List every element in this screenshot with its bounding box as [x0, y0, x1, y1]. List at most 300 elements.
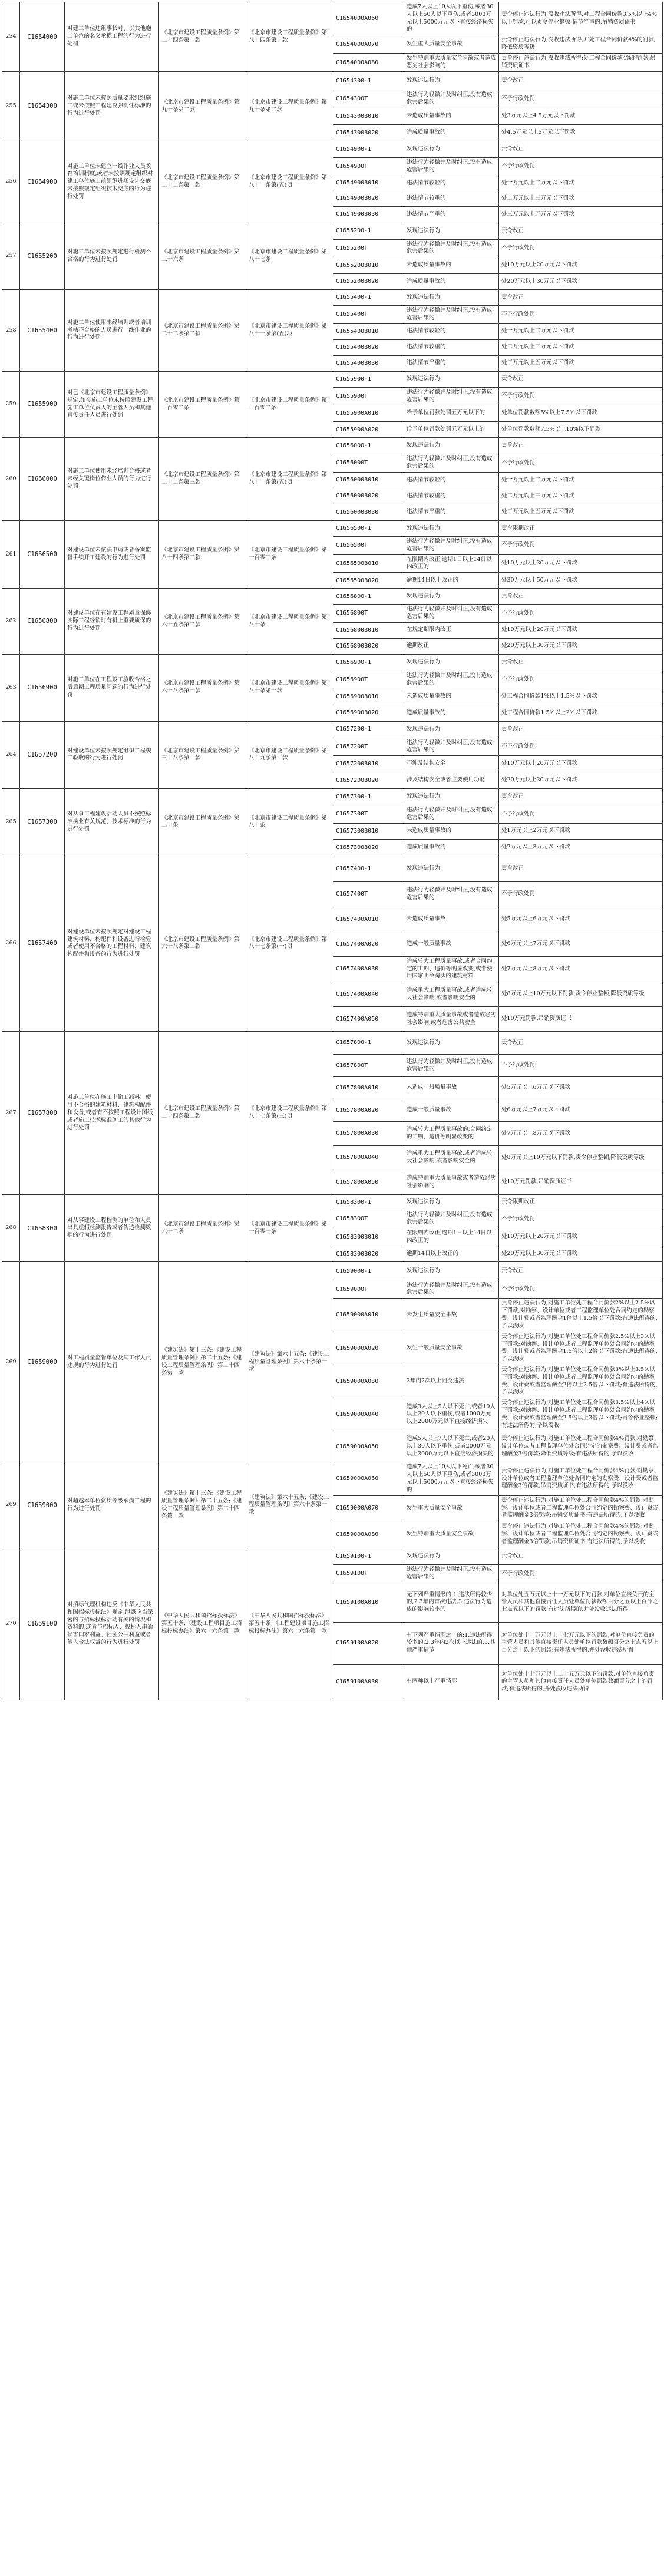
item-name-cell: 对施工单位使用未经培训合格或者未经关键岗位作业人员的行为进行处罚 — [65, 438, 159, 521]
sub-code-cell: C1659100-1 — [333, 1548, 404, 1565]
legal-basis-cell: 《北京市建设工程质量条例》第三十六条 — [159, 223, 246, 290]
penalty-cell: 处工程合同价款1.5%以上2%以下罚款 — [499, 705, 663, 721]
sub-code-cell: C1656800B010 — [333, 622, 404, 638]
penalty-cell: 不予行政处罚 — [499, 605, 663, 623]
table-row — [2, 1195, 663, 1210]
penalty-cell: 不予行政处罚 — [499, 306, 663, 324]
penalty-cell: 责令停止违法行为,对施工单位处工程合同价款4%的罚款;对勘察、设计单位或者工程监理单位处合同约定的勘察费、设计费或者监理酬金3倍罚款;吊销资质证书;有违法所得的,予以没收 — [499, 1521, 663, 1548]
penalty-cell: 责令停止违法行为,对施工单位处工程合同价款4%的罚款;对勘察、设计单位或者工程监理单位处合同约定的勘察费、设计费或者监理酬金3倍罚款;吊销资质证书;有违法所得的,予以没收 — [499, 1495, 663, 1521]
item-code-cell: C1657400 — [20, 856, 65, 1031]
condition-cell: 违法行为轻微并及时纠正,没有造成危害后果的 — [404, 157, 499, 176]
penalty-cell: 处6万元以上7万元以下罚款 — [499, 1099, 663, 1122]
condition-cell: 造成质量事故的 — [404, 274, 499, 290]
penalty-cell: 处3万元以上4.5万元以下罚款 — [499, 108, 663, 124]
table-row — [2, 589, 663, 605]
item-number-cell: 269 — [2, 1462, 20, 1548]
sub-code-cell: C1655900A020 — [333, 422, 404, 438]
penalty-cell: 对单位处五万元以上十一万元以下的罚款,对单位直接负责的主管人员和其他直接责任人员处单位罚款数额百分之五以上百分之七点五以下的罚款;有违法所得的,并处没收违法所得 — [499, 1583, 663, 1622]
sub-code-cell: C1657400A050 — [333, 1007, 404, 1032]
condition-cell: 发现违法行为 — [404, 789, 499, 805]
legal-basis-cell: 《北京市建设工程质量条例》第六十八条第二款 — [159, 856, 246, 1031]
item-code-cell: C1657300 — [20, 789, 65, 856]
item-number-cell: 260 — [2, 438, 20, 521]
penalty-basis-cell: 《北京市建设工程质量条例》第八十一条第(五)项 — [246, 290, 333, 372]
condition-cell: 违法情节较重的 — [404, 488, 499, 504]
condition-cell: 发现违法行为 — [404, 721, 499, 738]
penalty-cell: 处1万元以上2万元以下罚款 — [499, 823, 663, 839]
condition-cell: 不涉及结构安全 — [404, 756, 499, 772]
item-name-cell: 对施工单位在工程竣工验收合格之后后期工程质量问题的行为进行处罚 — [65, 654, 159, 721]
condition-cell: 违法情节较重的 — [404, 191, 499, 206]
penalty-cell: 处7万元以上8万元以下罚款 — [499, 1122, 663, 1146]
penalty-cell: 处一万元以上二万元以下罚款 — [499, 473, 663, 488]
legal-basis-cell: 《北京市建设工程质量条例》第六十五条第二款 — [159, 589, 246, 655]
condition-cell: 发现违法行为 — [404, 72, 499, 90]
condition-cell: 逾期14日以上改正的 — [404, 1246, 499, 1262]
item-name-cell: 对工程质量监督单位及其工作人员违规的行为进行处罚 — [65, 1262, 159, 1462]
sub-code-cell: C1654300B020 — [333, 124, 404, 141]
sub-code-cell: C1654900B010 — [333, 176, 404, 191]
sub-code-cell: C1654900B030 — [333, 206, 404, 223]
sub-code-cell: C1655400B010 — [333, 323, 404, 339]
legal-basis-cell: 《北京市建设工程质量条例》第九十条第二款 — [159, 72, 246, 141]
penalty-cell: 处二万元以上三万元以下罚款 — [499, 488, 663, 504]
penalty-basis-cell: 《建筑法》第六十五条;《建设工程质量管理条例》第六十条第一款 — [246, 1262, 333, 1462]
penalty-cell: 处10万元罚款,吊销资质证书 — [499, 1007, 663, 1032]
legal-basis-cell: 《中华人民共和国招标投标法》第五十条;《建设工程项目施工招标投标办法》第六十六条第一款 — [159, 1548, 246, 1700]
legal-basis-cell: 《北京市建设工程质量条例》第三十八条第一款 — [159, 721, 246, 789]
sub-code-cell: C1654900B020 — [333, 191, 404, 206]
sub-code-cell: C1657800A010 — [333, 1077, 404, 1099]
penalty-cell: 责令停止违法行为,对施工单位处工程合同价款2.5%以上3%以下罚款;对勘察、设计单位或者工程监理单位处合同约定的勘察费、设计费或者监理酬金1.5倍以上2倍以下罚款;有违法所得的,予以没收 — [499, 1332, 663, 1365]
condition-cell: 造成重大工程质量事故,或者造成较大社会影响,或者影响安全的 — [404, 982, 499, 1007]
sub-code-cell: C1656000T — [333, 454, 404, 473]
item-number-cell: 257 — [2, 223, 20, 290]
condition-cell: 未造成质量事故的 — [404, 823, 499, 839]
legal-basis-cell: 《北京市建设工程质量条例》第二十条 — [159, 789, 246, 856]
sub-code-cell: C1659000A030 — [333, 1365, 404, 1398]
sub-code-cell: C1656000B020 — [333, 488, 404, 504]
penalty-cell: 不予行政处罚 — [499, 387, 663, 405]
penalty-cell: 处单位罚款数额5%以上7.5%以下罚款 — [499, 405, 663, 422]
sub-code-cell: C1656000B030 — [333, 504, 404, 521]
sub-code-cell: C1656800-1 — [333, 589, 404, 605]
sub-code-cell: C1657200B010 — [333, 756, 404, 772]
item-code-cell: C1656500 — [20, 521, 65, 589]
penalty-cell: 责令限期改正 — [499, 521, 663, 537]
item-code-cell: C1659000 — [20, 1462, 65, 1548]
sub-code-cell: C1656500-1 — [333, 521, 404, 537]
condition-cell: 在规定期限内改正 — [404, 622, 499, 638]
condition-cell: 违法情节较轻的 — [404, 473, 499, 488]
penalty-cell: 不予行政处罚 — [499, 805, 663, 824]
legal-basis-cell: 《北京市建设工程质量条例》第六十二条 — [159, 1195, 246, 1262]
condition-cell: 无下列严重情形的:1.违法所得较少的;2.3年内首次违法;3.违法行为造成的影响较小的 — [404, 1583, 499, 1622]
condition-cell: 未造成一般质量事故 — [404, 1077, 499, 1099]
penalty-cell: 处二万元以上三万元以下罚款 — [499, 339, 663, 355]
table-row — [2, 654, 663, 671]
item-name-cell: 对施工单位未按照规定进行检测不合格的行为进行处罚 — [65, 223, 159, 290]
table-row — [2, 721, 663, 738]
penalty-cell: 不予行政处罚 — [499, 454, 663, 473]
condition-cell: 未发生质量安全事故 — [404, 1299, 499, 1332]
sub-code-cell: C1655200T — [333, 239, 404, 257]
penalty-cell: 处单位罚款数额7.5%以上10%以下罚款 — [499, 422, 663, 438]
sub-code-cell: C1657800A040 — [333, 1146, 404, 1170]
sub-code-cell: C1655900A010 — [333, 405, 404, 422]
penalty-basis-cell: 《北京市建设工程质量条例》第一百零三条 — [246, 521, 333, 589]
sub-code-cell: C1656000B010 — [333, 473, 404, 488]
table-row — [2, 371, 663, 387]
condition-cell: 违法行为轻微并及时纠正,没有造成危害后果的 — [404, 454, 499, 473]
penalty-cell: 责令限期改正 — [499, 1195, 663, 1210]
penalty-cell: 处8万元以上10万元以下罚款,责令停业整顿,降低资质等级 — [499, 982, 663, 1007]
condition-cell: 发现违法行为 — [404, 223, 499, 239]
sub-code-cell: C1657800T — [333, 1055, 404, 1077]
condition-cell: 发现违法行为 — [404, 589, 499, 605]
penalty-cell: 不予行政处罚 — [499, 157, 663, 176]
item-name-cell: 对建工单位违组事长对、以其他施工单位的名义承揽工程的行为进行处罚 — [65, 2, 159, 72]
penalty-cell: 处10万元罚款,吊销资质证书 — [499, 1170, 663, 1195]
penalty-cell: 不予行政处罚 — [499, 738, 663, 756]
condition-cell: 3年内2次以上同类违法 — [404, 1365, 499, 1398]
penalty-cell: 处10万元以上20万元以下罚款 — [499, 622, 663, 638]
condition-cell: 发现违法行为 — [404, 290, 499, 306]
sub-code-cell: C1657400T — [333, 881, 404, 907]
penalty-basis-cell: 《北京市建设工程质量条例》第八十一条第(五)项 — [246, 141, 333, 223]
table-row — [2, 1262, 663, 1280]
condition-cell: 未造成质量事故的 — [404, 689, 499, 705]
condition-cell: 违法行为轻微并及时纠正,没有造成危害后果的 — [404, 90, 499, 108]
penalty-cell: 不予行政处罚 — [499, 537, 663, 555]
sub-code-cell: C1654300B010 — [333, 108, 404, 124]
penalty-cell: 责令停止违法行为,对施工单位处工程合同价款4%罚款;对勘察、设计单位或者工程监理单位处合同约定的勘察费、设计费或者监理酬金3倍罚款;吊销资质证书;有违法所得的,予以没收 — [499, 1462, 663, 1495]
sub-code-cell: C1655400T — [333, 306, 404, 324]
penalty-cell: 处三万元以上五万元以下罚款 — [499, 355, 663, 371]
sub-code-cell: C1655200B010 — [333, 257, 404, 274]
item-number-cell: 269 — [2, 1262, 20, 1462]
sub-code-cell: C1654900T — [333, 157, 404, 176]
item-number-cell: 259 — [2, 371, 20, 438]
condition-cell: 违法行为轻微并及时纠正,没有造成危害后果的 — [404, 537, 499, 555]
sub-code-cell: C1657800A030 — [333, 1122, 404, 1146]
condition-cell: 发现违法行为 — [404, 1548, 499, 1565]
condition-cell: 违法行为轻微并及时纠正,没有造成危害后果的 — [404, 1210, 499, 1228]
penalty-basis-cell: 《北京市建设工程质量条例》第八十条 — [246, 789, 333, 856]
legal-basis-cell: 《北京市建设工程质量条例》第二十四条第二款 — [159, 1032, 246, 1195]
penalty-cell: 责令改正 — [499, 789, 663, 805]
condition-cell: 造成质量事故的 — [404, 839, 499, 856]
legal-basis-cell: 《北京市建设工程质量条例》第八十四条第二款 — [159, 521, 246, 589]
penalty-basis-cell: 《北京市建设工程质量条例》第八十条 — [246, 589, 333, 655]
item-name-cell: 对从事工程建设活动人员不按照标准执业有关规范、技术标准的行为进行处罚 — [65, 789, 159, 856]
penalty-cell: 责令改正 — [499, 856, 663, 881]
table-row — [2, 438, 663, 454]
penalty-cell: 对单位处十七万元以上二十五万元以下的罚款,对单位直接负责的主管人员和其他直接责任人员处单位罚款数额百分之十的罚款;有违法所得的,并处没收违法所得 — [499, 1664, 663, 1700]
penalty-cell: 处20万元以上30万元以下罚款 — [499, 638, 663, 654]
condition-cell: 有两种以上严重情形 — [404, 1664, 499, 1700]
condition-cell: 给予单位罚款处罚五万元以下的 — [404, 405, 499, 422]
penalty-basis-cell: 《北京市建设工程质量条例》第八十四条第一款 — [246, 2, 333, 72]
penalty-cell: 责令改正 — [499, 72, 663, 90]
sub-code-cell: C1657200T — [333, 738, 404, 756]
item-number-cell: 261 — [2, 521, 20, 589]
sub-code-cell: C1655200B020 — [333, 274, 404, 290]
condition-cell: 发生特别重大质量安全事故 — [404, 1521, 499, 1548]
condition-cell: 发现违法行为 — [404, 1262, 499, 1280]
sub-code-cell: C1659000A050 — [333, 1431, 404, 1462]
penalty-cell: 责令停止违法行为,没收违法所得;对工程合同价款3.5%以上4%以下罚款,可以责令停业整顿;情节严重的,吊销资质证书 — [499, 2, 663, 35]
item-name-cell: 对建设单位未按照规定组织工程竣工验收的行为进行处罚 — [65, 721, 159, 789]
legal-basis-cell: 《建筑法》第十三条;《建设工程质量管理条例》第二十五条;《建设工程质量管理条例》第二十四条第一款 — [159, 1462, 246, 1548]
condition-cell: 发现违法行为 — [404, 371, 499, 387]
condition-cell: 发现违法行为 — [404, 141, 499, 157]
penalty-cell: 不予行政处罚 — [499, 1210, 663, 1228]
legal-basis-cell: 《建筑法》第十三条;《建设工程质量管理条例》第二十五条;《建设工程质量管理条例》第二十四条第一款 — [159, 1262, 246, 1462]
sub-code-cell: C1659000A070 — [333, 1495, 404, 1521]
penalty-cell: 处20万元以上30万元以下罚款 — [499, 1246, 663, 1262]
penalty-cell: 不予行政处罚 — [499, 1055, 663, 1077]
item-code-cell: C1655200 — [20, 223, 65, 290]
sub-code-cell: C1656500B010 — [333, 554, 404, 573]
penalty-discretion-table — [2, 2, 663, 1700]
condition-cell: 发生特别重大质量安全事故或者造成恶劣社会影响的 — [404, 54, 499, 72]
penalty-basis-cell: 《北京市建设工程质量条例》第八十条第一款 — [246, 654, 333, 721]
condition-cell: 未造成质量事故的 — [404, 257, 499, 274]
condition-cell: 给予单位罚款处罚五万元以上的 — [404, 422, 499, 438]
item-code-cell: C1657800 — [20, 1032, 65, 1195]
item-code-cell: C1654300 — [20, 72, 65, 141]
condition-cell: 造成特别重大质量事故或者造成恶劣社会影响的 — [404, 1170, 499, 1195]
item-number-cell: 262 — [2, 589, 20, 655]
condition-cell: 有下列严重情形之一的:1.违法所得较多的;2.3年内2次以上违法的;3.其他严重情节 — [404, 1622, 499, 1664]
item-code-cell: C1654900 — [20, 141, 65, 223]
sub-code-cell: C1657400A040 — [333, 982, 404, 1007]
sub-code-cell: C1657300T — [333, 805, 404, 824]
item-name-cell: 对施工单位使用未经培训或者培训考核不合格的人员进行一线作业的行为进行处罚 — [65, 290, 159, 372]
table-row — [2, 72, 663, 90]
sub-code-cell: C1656900B010 — [333, 689, 404, 705]
condition-cell: 未造成质量事故的 — [404, 108, 499, 124]
condition-cell: 违法行为轻微并及时纠正,没有造成危害后果的 — [404, 387, 499, 405]
item-name-cell: 对超越本单位资质等级承揽工程的行为进行处罚 — [65, 1462, 159, 1548]
penalty-cell: 处一万元以上二万元以下罚款 — [499, 176, 663, 191]
item-number-cell: 254 — [2, 2, 20, 72]
item-number-cell: 255 — [2, 72, 20, 141]
legal-basis-cell: 《北京市建设工程质量条例》第一百零二条 — [159, 371, 246, 438]
item-code-cell: C1655900 — [20, 371, 65, 438]
condition-cell: 违法情节严重的 — [404, 206, 499, 223]
table-body — [2, 2, 663, 1700]
item-code-cell: C1659000 — [20, 1262, 65, 1462]
table-row — [2, 1548, 663, 1565]
condition-cell: 未造成质量事故 — [404, 907, 499, 932]
sub-code-cell: C1656800B020 — [333, 638, 404, 654]
sub-code-cell: C1657200B020 — [333, 772, 404, 789]
sub-code-cell: C1655400B030 — [333, 355, 404, 371]
penalty-cell: 责令改正 — [499, 589, 663, 605]
penalty-cell: 责令停止违法行为,对施工单位处工程合同价款3%以上3.5%以下罚款;对勘察、设计单位或者工程监理单位处合同约定的勘察费、设计费或者监理酬金2倍以上2.5倍以下罚款;有违法所得的,予以没收 — [499, 1365, 663, 1398]
sub-code-cell: C1658300T — [333, 1210, 404, 1228]
penalty-cell: 处5万元以上6万元以下罚款 — [499, 907, 663, 932]
table-row — [2, 223, 663, 239]
condition-cell: 违法行为轻微并及时纠正,没有造成危害后果的 — [404, 671, 499, 689]
item-code-cell: C1655400 — [20, 290, 65, 372]
penalty-cell: 责令改正 — [499, 223, 663, 239]
sub-code-cell: C1654000A080 — [333, 54, 404, 72]
penalty-cell: 处6万元以上7万元以下罚款 — [499, 932, 663, 956]
condition-cell: 违法行为轻微并及时纠正,没有造成危害后果的 — [404, 1280, 499, 1299]
condition-cell: 违法行为轻微并及时纠正,没有造成危害后果的 — [404, 1565, 499, 1583]
penalty-cell: 责令改正 — [499, 654, 663, 671]
sub-code-cell: C1659000A080 — [333, 1521, 404, 1548]
sub-code-cell: C1656500T — [333, 537, 404, 555]
sub-code-cell: C1657300-1 — [333, 789, 404, 805]
sub-code-cell: C1654900-1 — [333, 141, 404, 157]
penalty-cell: 责令停止违法行为,对施工单位处工程合同价款3.5%以上4%以下罚款;对勘察、设计单位或者工程监理单位处合同约定的勘察费、设计费或者监理酬金2.5倍以上3倍以下罚款;责令停业整顿;有违法所得的,予以没收 — [499, 1398, 663, 1431]
table-row — [2, 2, 663, 35]
sub-code-cell: C1657300B020 — [333, 839, 404, 856]
sub-code-cell: C1659100T — [333, 1565, 404, 1583]
sub-code-cell: C1654000A070 — [333, 35, 404, 54]
sub-code-cell: C1656000-1 — [333, 438, 404, 454]
table-row — [2, 789, 663, 805]
item-name-cell: 对建设单位存在建设工程质量保修实际工程经销时有机上重要质保的行为进行处罚 — [65, 589, 159, 655]
penalty-cell: 不予行政处罚 — [499, 1565, 663, 1583]
penalty-cell: 不予行政处罚 — [499, 671, 663, 689]
penalty-cell: 处20万元以上30万元以下罚款 — [499, 772, 663, 789]
sub-code-cell: C1655400B020 — [333, 339, 404, 355]
sub-code-cell: C1659000A010 — [333, 1299, 404, 1332]
penalty-cell: 责令停止违法行为,对施工单位处工程合同价款2%以上2.5%以下罚款;对勘察、设计单位或者工程监理单位处合同约定的勘察费、设计费或者监理酬金1倍以上1.5倍以下罚款;有违法所得的,予以没收 — [499, 1299, 663, 1332]
item-name-cell: 对已《北京市建设工程质量条例》规定,如今施工单位未按照建设工程施工单位负责人的主管人员和其他直接责任人员进行处罚 — [65, 371, 159, 438]
condition-cell: 违法情节较重的 — [404, 339, 499, 355]
condition-cell: 造成3人以上5人以下死亡;或者10人以上20人以下重伤,或者1000万元以上2000万元以下直接经济损失 — [404, 1398, 499, 1431]
item-name-cell: 对招标代理机构违反《中华人民共和国招标投标法》规定,泄露应当保密的与招标投标活动有关的情况和资料的,或者与招标人、投标人串通损害国家利益、社会公共利益或者他人合法权益的行为进行处罚 — [65, 1548, 159, 1700]
condition-cell: 违法情节较轻的 — [404, 323, 499, 339]
item-number-cell: 258 — [2, 290, 20, 372]
item-code-cell: C1659100 — [20, 1548, 65, 1700]
sub-code-cell: C1657300B010 — [333, 823, 404, 839]
condition-cell: 造成重大工程质量事故,或者造成较大社会影响,或者影响安全的 — [404, 1146, 499, 1170]
condition-cell: 造成7人以上10人以下重伤;或者30人以上50人以下重伤,或者3000万元以上5000万元以下直接经济损失的 — [404, 2, 499, 35]
penalty-cell: 责令改正 — [499, 141, 663, 157]
penalty-cell: 责令停止违法行为,没收违法所得;处工程合同价款4%的罚款,吊销资质证书 — [499, 54, 663, 72]
penalty-basis-cell: 《北京市建设工程质量条例》第八十七条第(三)项 — [246, 1032, 333, 1195]
sub-code-cell: C1657400-1 — [333, 856, 404, 881]
item-number-cell: 267 — [2, 1032, 20, 1195]
item-number-cell: 265 — [2, 789, 20, 856]
sub-code-cell: C1658300B010 — [333, 1228, 404, 1246]
penalty-basis-cell: 《北京市建设工程质量条例》第一百零二条 — [246, 371, 333, 438]
legal-basis-cell: 《北京市建设工程质量条例》第六十八条第一款 — [159, 654, 246, 721]
penalty-cell: 处5万元以上6万元以下罚款 — [499, 1077, 663, 1099]
penalty-cell: 处10万元以上30万元以下罚款 — [499, 554, 663, 573]
condition-cell: 发生一般质量安全事故 — [404, 1332, 499, 1365]
penalty-basis-cell: 《北京市建设工程质量条例》第八十一条第(五)项 — [246, 438, 333, 521]
condition-cell: 造成一般质量事故 — [404, 1099, 499, 1122]
sub-code-cell: C1655900T — [333, 387, 404, 405]
condition-cell: 在限期内改正,逾期1日以上14日以内改正的 — [404, 1228, 499, 1246]
sub-code-cell: C1657400A030 — [333, 956, 404, 982]
penalty-cell: 处一万元以上二万元以下罚款 — [499, 323, 663, 339]
penalty-cell: 不予行政处罚 — [499, 881, 663, 907]
sub-code-cell: C1656500B020 — [333, 573, 404, 589]
legal-basis-cell: 《北京市建设工程质量条例》第二十二条第三款 — [159, 438, 246, 521]
penalty-cell: 不予行政处罚 — [499, 90, 663, 108]
item-code-cell: C1657200 — [20, 721, 65, 789]
condition-cell: 违法行为轻微并及时纠正,没有造成危害后果的 — [404, 306, 499, 324]
condition-cell: 违法行为轻微并及时纠正,没有造成危害后果的 — [404, 239, 499, 257]
penalty-cell: 处工程合同价款1%以上1.5%以下罚款 — [499, 689, 663, 705]
penalty-cell: 处10万元以上20万元以下罚款 — [499, 756, 663, 772]
table-row — [2, 856, 663, 881]
sub-code-cell: C1659000A040 — [333, 1398, 404, 1431]
penalty-basis-cell: 《北京市建设工程质量条例》第八十七条第(一)项 — [246, 856, 333, 1031]
sub-code-cell: C1659000A020 — [333, 1332, 404, 1365]
sub-code-cell: C1659100A030 — [333, 1664, 404, 1700]
penalty-cell: 责令改正 — [499, 1548, 663, 1565]
condition-cell: 违法行为轻微并及时纠正,没有造成危害后果的 — [404, 605, 499, 623]
penalty-cell: 处20万元以上30万元以下罚款 — [499, 274, 663, 290]
condition-cell: 违法情节较轻的 — [404, 176, 499, 191]
condition-cell: 发生重大质量安全事故 — [404, 35, 499, 54]
penalty-cell: 对单位处十一万元以上十七万元以下的罚款,对单位直接负责的主管人员和其他直接责任人员处单位罚款数额百分之七点五以上百分之十以下的罚款;有违法所得的,并处没收违法所得 — [499, 1622, 663, 1664]
penalty-cell: 责令改正 — [499, 371, 663, 387]
item-number-cell: 256 — [2, 141, 20, 223]
penalty-cell: 处三万元以上五万元以下罚款 — [499, 504, 663, 521]
condition-cell: 发现违法行为 — [404, 1195, 499, 1210]
sub-code-cell: C1658300B020 — [333, 1246, 404, 1262]
item-name-cell: 对从事建设工程检测的单位和人员出具虚假检测报告或者伪造检测数据的行为进行处罚 — [65, 1195, 159, 1262]
penalty-cell: 不予行政处罚 — [499, 239, 663, 257]
item-code-cell: C1656000 — [20, 438, 65, 521]
item-name-cell: 对施工单位未建立一线作业人员教育培训制度,或者未按照规定组织对建工单位施工前组织进场设计交底未按照规定组织技术交底的行为进行处罚 — [65, 141, 159, 223]
sub-code-cell: C1655200-1 — [333, 223, 404, 239]
item-number-cell: 263 — [2, 654, 20, 721]
penalty-basis-cell: 《北京市建设工程质量条例》第一百零一条 — [246, 1195, 333, 1262]
sub-code-cell: C1654000A060 — [333, 2, 404, 35]
item-code-cell: C1658300 — [20, 1195, 65, 1262]
item-name-cell: 对施工单位未按照质量要求组织施工或未按照工程建设强制性标准的行为进行处罚 — [65, 72, 159, 141]
penalty-cell: 处30万元以上50万元以下罚款 — [499, 573, 663, 589]
item-number-cell: 266 — [2, 856, 20, 1031]
sub-code-cell: C1656900T — [333, 671, 404, 689]
penalty-basis-cell: 《北京市建设工程质量条例》第八十七条 — [246, 223, 333, 290]
condition-cell: 违法行为轻微并及时纠正,没有造成危害后果的 — [404, 738, 499, 756]
sub-code-cell: C1657800A020 — [333, 1099, 404, 1122]
penalty-cell: 责令停止违法行为,对施工单位处工程合同价款4%罚款;对勘察、设计单位或者工程监理单位处合同约定的勘察费、设计费或者监理酬金3倍罚款;降低资质等级;有违法所得的,予以没收 — [499, 1431, 663, 1462]
condition-cell: 违法行为轻微并及时纠正,没有造成危害后果的 — [404, 1055, 499, 1077]
table-row — [2, 1462, 663, 1495]
sub-code-cell: C1659000-1 — [333, 1262, 404, 1280]
condition-cell: 造成7人以上10人以下死亡;或者30人以上50人以下重伤,或者3000万元以上5000万元以下直接经济损失的 — [404, 1462, 499, 1495]
condition-cell: 造成一般质量事故 — [404, 932, 499, 956]
penalty-cell: 责令停止违法行为,没收违法所得;并处工程合同价款4%的罚款,降低资质等级 — [499, 35, 663, 54]
penalty-cell: 责令改正 — [499, 438, 663, 454]
condition-cell: 造成质量事故的 — [404, 124, 499, 141]
sub-code-cell: C1659100A010 — [333, 1583, 404, 1622]
condition-cell: 发现违法行为 — [404, 856, 499, 881]
item-number-cell: 268 — [2, 1195, 20, 1262]
penalty-basis-cell: 《中华人民共和国招标投标法》第五十条;《工程建设项目施工招标投标办法》第六十六条第一款 — [246, 1548, 333, 1700]
item-code-cell: C1656800 — [20, 589, 65, 655]
condition-cell: 发现违法行为 — [404, 521, 499, 537]
sub-code-cell: C1656800T — [333, 605, 404, 623]
legal-basis-cell: 《北京市建设工程质量条例》第二十四条第一款 — [159, 2, 246, 72]
penalty-cell: 处2万元以上3万元以下罚款 — [499, 839, 663, 856]
sub-code-cell: C1658300-1 — [333, 1195, 404, 1210]
